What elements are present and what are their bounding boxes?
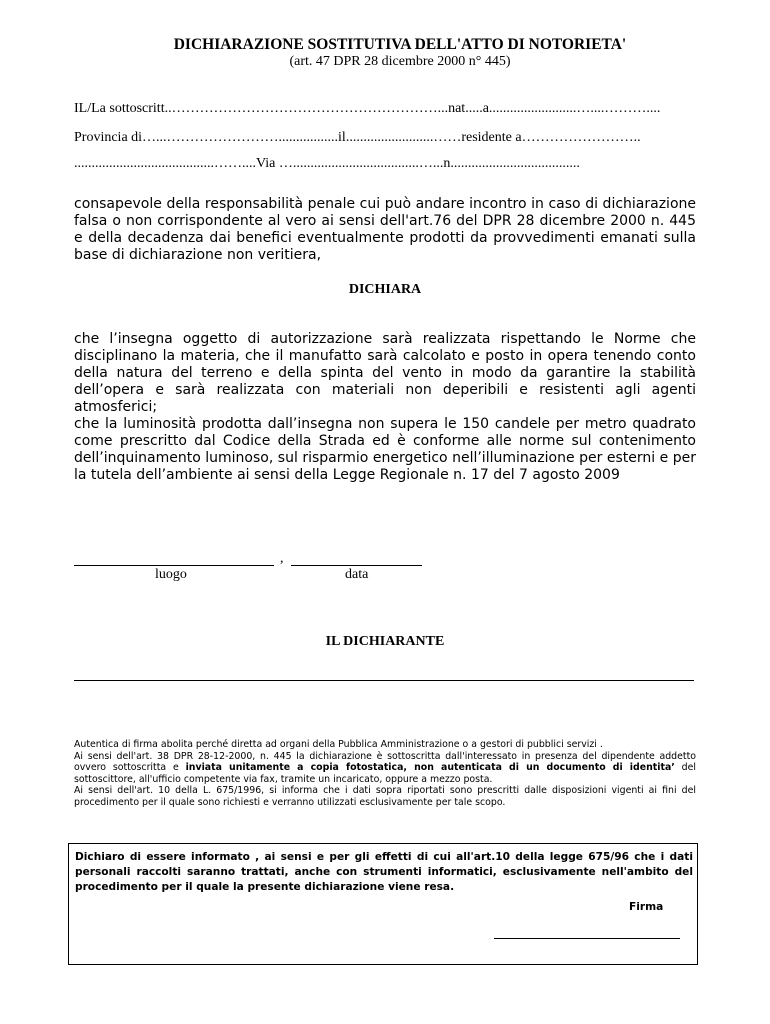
statement-block <box>74 331 696 484</box>
declarant-signature-line <box>74 680 694 681</box>
dichiara-heading: DICHIARA <box>348 282 422 297</box>
document-title: DICHIARAZIONE SOSTITUTIVA DELL'ATTO DI NOTORIETA' <box>173 36 627 53</box>
legal-note-signature: Ai sensi dell'art. 38 DPR 28-12-2000, n. 445 la dichiarazione è sottoscritta dall'interessato in presenza del dipendente addetto ovvero sottoscritta e inviata unitamente a copia fotostatica, non autenticata di un documento di identita’ del sottoscittore, all'ufficio competente via fax, tramite un incaricato, oppure a mezzo posta. <box>74 750 696 785</box>
firma-label: Firma <box>629 901 664 913</box>
firma-signature-line <box>494 938 680 939</box>
intro-paragraph: consapevole della responsabilità penale cui può andare incontro in caso di dichiarazione falsa o non corrispondente al vero ai sensi dell'art.76 del DPR 28 dicembre 2000 n. 445 e della decadenza dai benefici eventualmente prodotti da provvedimenti emanati sulla base di dichiarazione non veritiera, <box>74 196 696 263</box>
legal-note-privacy: Ai sensi dell'art. 10 della L. 675/1996, si informa che i dati sopra riportati sono prescritti dalle disposizioni vigenti ai fini del procedimento per il quale sono richiesti e verranno utilizzati esclusivamente per tale scopo. <box>74 785 696 808</box>
data-label: data <box>345 567 369 582</box>
luogo-label: luogo <box>155 567 187 582</box>
personal-data-line-1: IL/La sottoscritt..…………………………………………………...nat.....a.........................…....……….... <box>74 101 661 116</box>
luogo-line <box>74 565 274 566</box>
statement-paragraph-1: che l’insegna oggetto di autorizzazione sarà realizzata rispettando le Norme che disciplinano la materia, che il manufatto sarà calcolato e posto in opera tenendo conto della natura del terreno e della spinta del vento in modo da garantire la stabilità dell’opera e sarà realizzata con materiali non deperibili e resistenti agli agenti atmosferici; <box>74 331 696 415</box>
legal-note-bold: inviata unitamente a copia fotostatica, non autenticata di un documento di identita’ <box>185 762 675 774</box>
privacy-consent-box <box>68 843 698 965</box>
document-subtitle: (art. 47 DPR 28 dicembre 2000 n° 445) <box>289 54 511 69</box>
declarant-heading: IL DICHIARANTE <box>325 634 445 649</box>
legal-note-authentication: Autentica di firma abolita perché diretta ad organi della Pubblica Amministrazione o a gestori di pubblici servizi . <box>74 739 603 750</box>
privacy-consent-text: Dichiaro di essere informato , ai sensi e per gli effetti di cui all'art.10 della legge 675/96 che i dati personali raccolti saranno trattati, anche con strumenti informatici, esclusivamente nell'ambito del procedimento per il quale la presente dichiarazione viene resa. <box>75 851 693 893</box>
personal-data-line-2: Provincia di…...…………………….................il.........................……residente a…………………….. <box>74 130 641 145</box>
legal-notes <box>74 739 696 809</box>
place-date-separator: , <box>280 551 284 566</box>
data-line <box>291 565 422 566</box>
personal-data-line-3: ........................................……....Via …....................................…...n..................................... <box>74 156 580 171</box>
statement-paragraph-2: che la luminosità prodotta dall’insegna non supera le 150 candele per metro quadrato come prescritto dal Codice della Strada ed è conforme alle norme sul contenimento dell’inquinamento luminoso, sul risparmio energetico nell’illuminazione per esterni e per la tutela dell’ambiente ai sensi della Legge Regionale n. 17 del 7 agosto 2009 <box>74 416 696 483</box>
